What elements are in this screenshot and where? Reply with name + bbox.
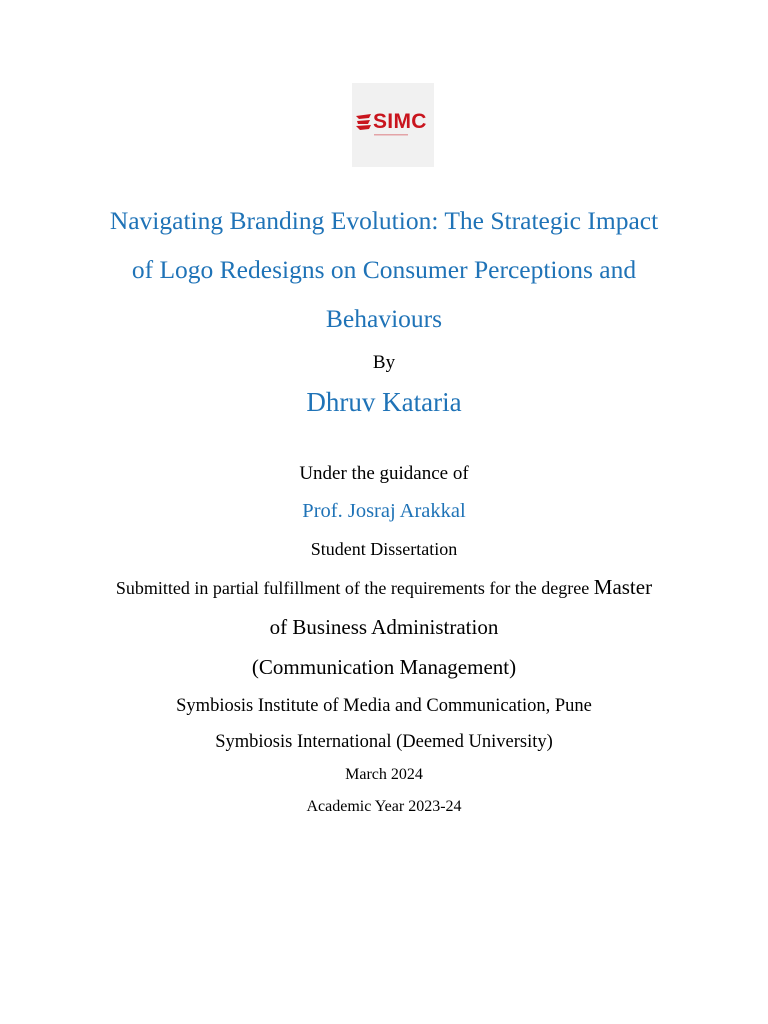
simc-emblem-icon [355,112,373,132]
dissertation-title [0,196,768,343]
by-label: By [372,352,396,373]
degree-specialisation: (Communication Management) [251,655,517,679]
institute-name: Symbiosis Institute of Media and Communication, Pune [176,696,592,716]
guidance-label: Under the guidance of [299,463,469,484]
degree-name: of Business Administration [269,615,499,639]
title-line-3: Behaviours [325,304,443,333]
guide-name: Prof. Josraj Arakkal [302,500,466,522]
submission-statement [0,572,768,603]
title-line-2: of Logo Redesigns on Consumer Perceptions and [131,255,637,284]
document-type: Student Dissertation [310,539,458,559]
simc-logo [352,83,434,167]
logo-tagline-mark [374,133,408,137]
degree-start: Master [593,575,653,599]
submission-prefix: Submitted in partial fulfillment of the requirements for the degree [115,578,590,598]
title-line-1: Navigating Branding Evolution: The Strategic Impact [109,206,659,235]
logo-wordmark: SIMC [373,110,427,133]
author-name: Dhruv Kataria [306,387,462,417]
submission-date: March 2024 [345,766,423,783]
university-name: Symbiosis International (Deemed University) [215,732,553,752]
academic-year: Academic Year 2023-24 [306,798,462,815]
